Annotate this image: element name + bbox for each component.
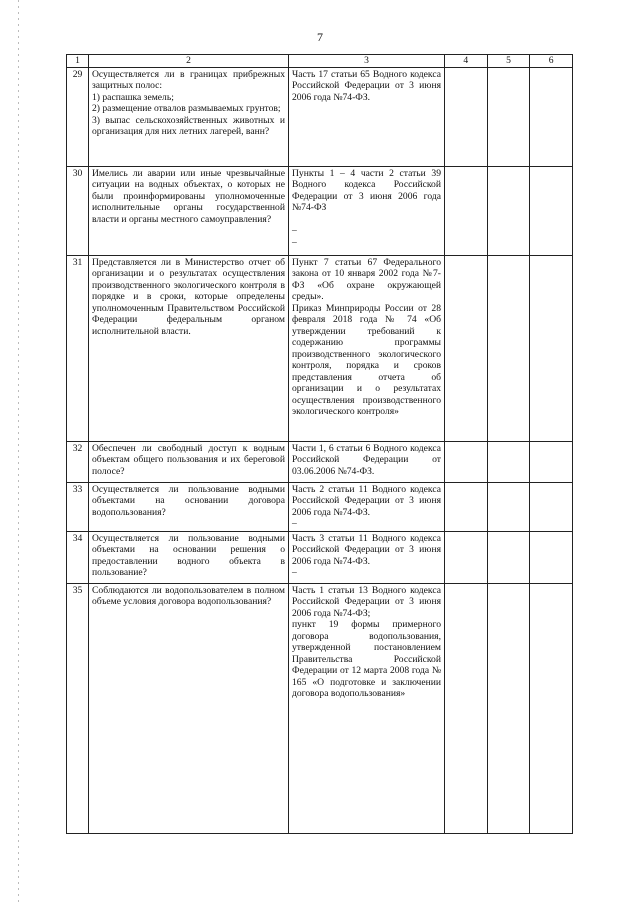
question-cell: Осуществляется ли пользование водными объектами на основании договора водопользования? [89, 482, 289, 531]
answer-cell [487, 441, 530, 482]
answer-cell [487, 482, 530, 531]
row-number: 34 [67, 531, 89, 583]
page-number: 7 [317, 30, 323, 44]
table-row [67, 531, 573, 583]
legal-basis-cell: Пункты 1 – 4 части 2 статьи 39 Водного кодекса Российской Федерации от 3 июня 2006 года №74-ФЗ – – [289, 166, 445, 255]
legal-basis-cell: Часть 2 статьи 11 Водного кодекса Российской Федерации от 3 июня 2006 года №74-ФЗ. – [289, 482, 445, 531]
header-cell: 3 [289, 55, 445, 68]
answer-cell [530, 166, 573, 255]
question-cell: Имелись ли аварии или иные чрезвычайные ситуации на водных объектах, о которых не были проинформированы уполномоченные исполнительные органы государственной власти и органы местного самоуправления? [89, 166, 289, 255]
header-cell: 1 [67, 55, 89, 68]
answer-cell [487, 166, 530, 255]
answer-cell [445, 583, 488, 833]
header-cell: 5 [487, 55, 530, 68]
row-number: 32 [67, 441, 89, 482]
scan-edge-mark [18, 0, 19, 905]
row-number: 29 [67, 67, 89, 166]
question-cell: Представляется ли в Министерство отчет об организации и о результатах осуществления производственного экологического контроля в порядке и в сроки, которые определены уполномоченным Правительством Российской Федерации федеральным органом исполнительной власти. [89, 255, 289, 441]
answer-cell [487, 531, 530, 583]
question-cell: Соблюдаются ли водопользователем в полном объеме условия договора водопользования? [89, 583, 289, 833]
answer-cell [487, 67, 530, 166]
header-row [67, 55, 573, 68]
legal-basis-cell: Части 1, 6 статьи 6 Водного кодекса Российской Федерации от 03.06.2006 №74-ФЗ. [289, 441, 445, 482]
table-row [67, 255, 573, 441]
table-row [67, 166, 573, 255]
question-cell: Осуществляется ли пользование водными объектами на основании решения о предоставлении водного объекта в пользование? [89, 531, 289, 583]
legal-basis-cell: Пункт 7 статьи 67 Федерального закона от 10 января 2002 года №7-ФЗ «Об охране окружающей среды». Приказ Минприроды России от 28 февраля 2018 года № 74 «Об утверждении требований к содержанию программы производственного экологического контроля, порядка и сроков представления отчета об организации и о результатах осуществления производственного экологического контроля» [289, 255, 445, 441]
row-number: 33 [67, 482, 89, 531]
answer-cell [445, 482, 488, 531]
answer-cell [445, 441, 488, 482]
header-cell: 2 [89, 55, 289, 68]
question-cell: Осуществляется ли в границах прибрежных защитных полос: 1) распашка земель; 2) размещение отвалов размываемых грунтов; 3) выпас сельскохозяйственных животных и организация для них летних лагерей, ванн? [89, 67, 289, 166]
legal-basis-cell: Часть 3 статьи 11 Водного кодекса Российской Федерации от 3 июня 2006 года №74-ФЗ. – [289, 531, 445, 583]
answer-cell [530, 255, 573, 441]
checklist-table [66, 54, 573, 834]
question-cell: Обеспечен ли свободный доступ к водным объектам общего пользования и их береговой полосе? [89, 441, 289, 482]
answer-cell [487, 583, 530, 833]
answer-cell [445, 255, 488, 441]
row-number: 31 [67, 255, 89, 441]
answer-cell [445, 67, 488, 166]
table-row [67, 67, 573, 166]
answer-cell [445, 531, 488, 583]
answer-cell [530, 531, 573, 583]
row-number: 35 [67, 583, 89, 833]
answer-cell [487, 255, 530, 441]
row-number: 30 [67, 166, 89, 255]
table-row [67, 441, 573, 482]
answer-cell [530, 67, 573, 166]
table-row [67, 482, 573, 531]
header-cell: 4 [445, 55, 488, 68]
legal-basis-cell: Часть 1 статьи 13 Водного кодекса Российской Федерации от 3 июня 2006 года №74-ФЗ; пункт 19 формы примерного договора водопользования, утвержденной постановлением Правительства Российской Федерации от 12 марта 2008 года № 165 «О подготовке и заключении договора водопользования» [289, 583, 445, 833]
legal-basis-cell: Часть 17 статьи 65 Водного кодекса Российской Федерации от 3 июня 2006 года №74-ФЗ. [289, 67, 445, 166]
answer-cell [445, 166, 488, 255]
answer-cell [530, 441, 573, 482]
header-cell: 6 [530, 55, 573, 68]
table-row [67, 583, 573, 833]
answer-cell [530, 583, 573, 833]
answer-cell [530, 482, 573, 531]
